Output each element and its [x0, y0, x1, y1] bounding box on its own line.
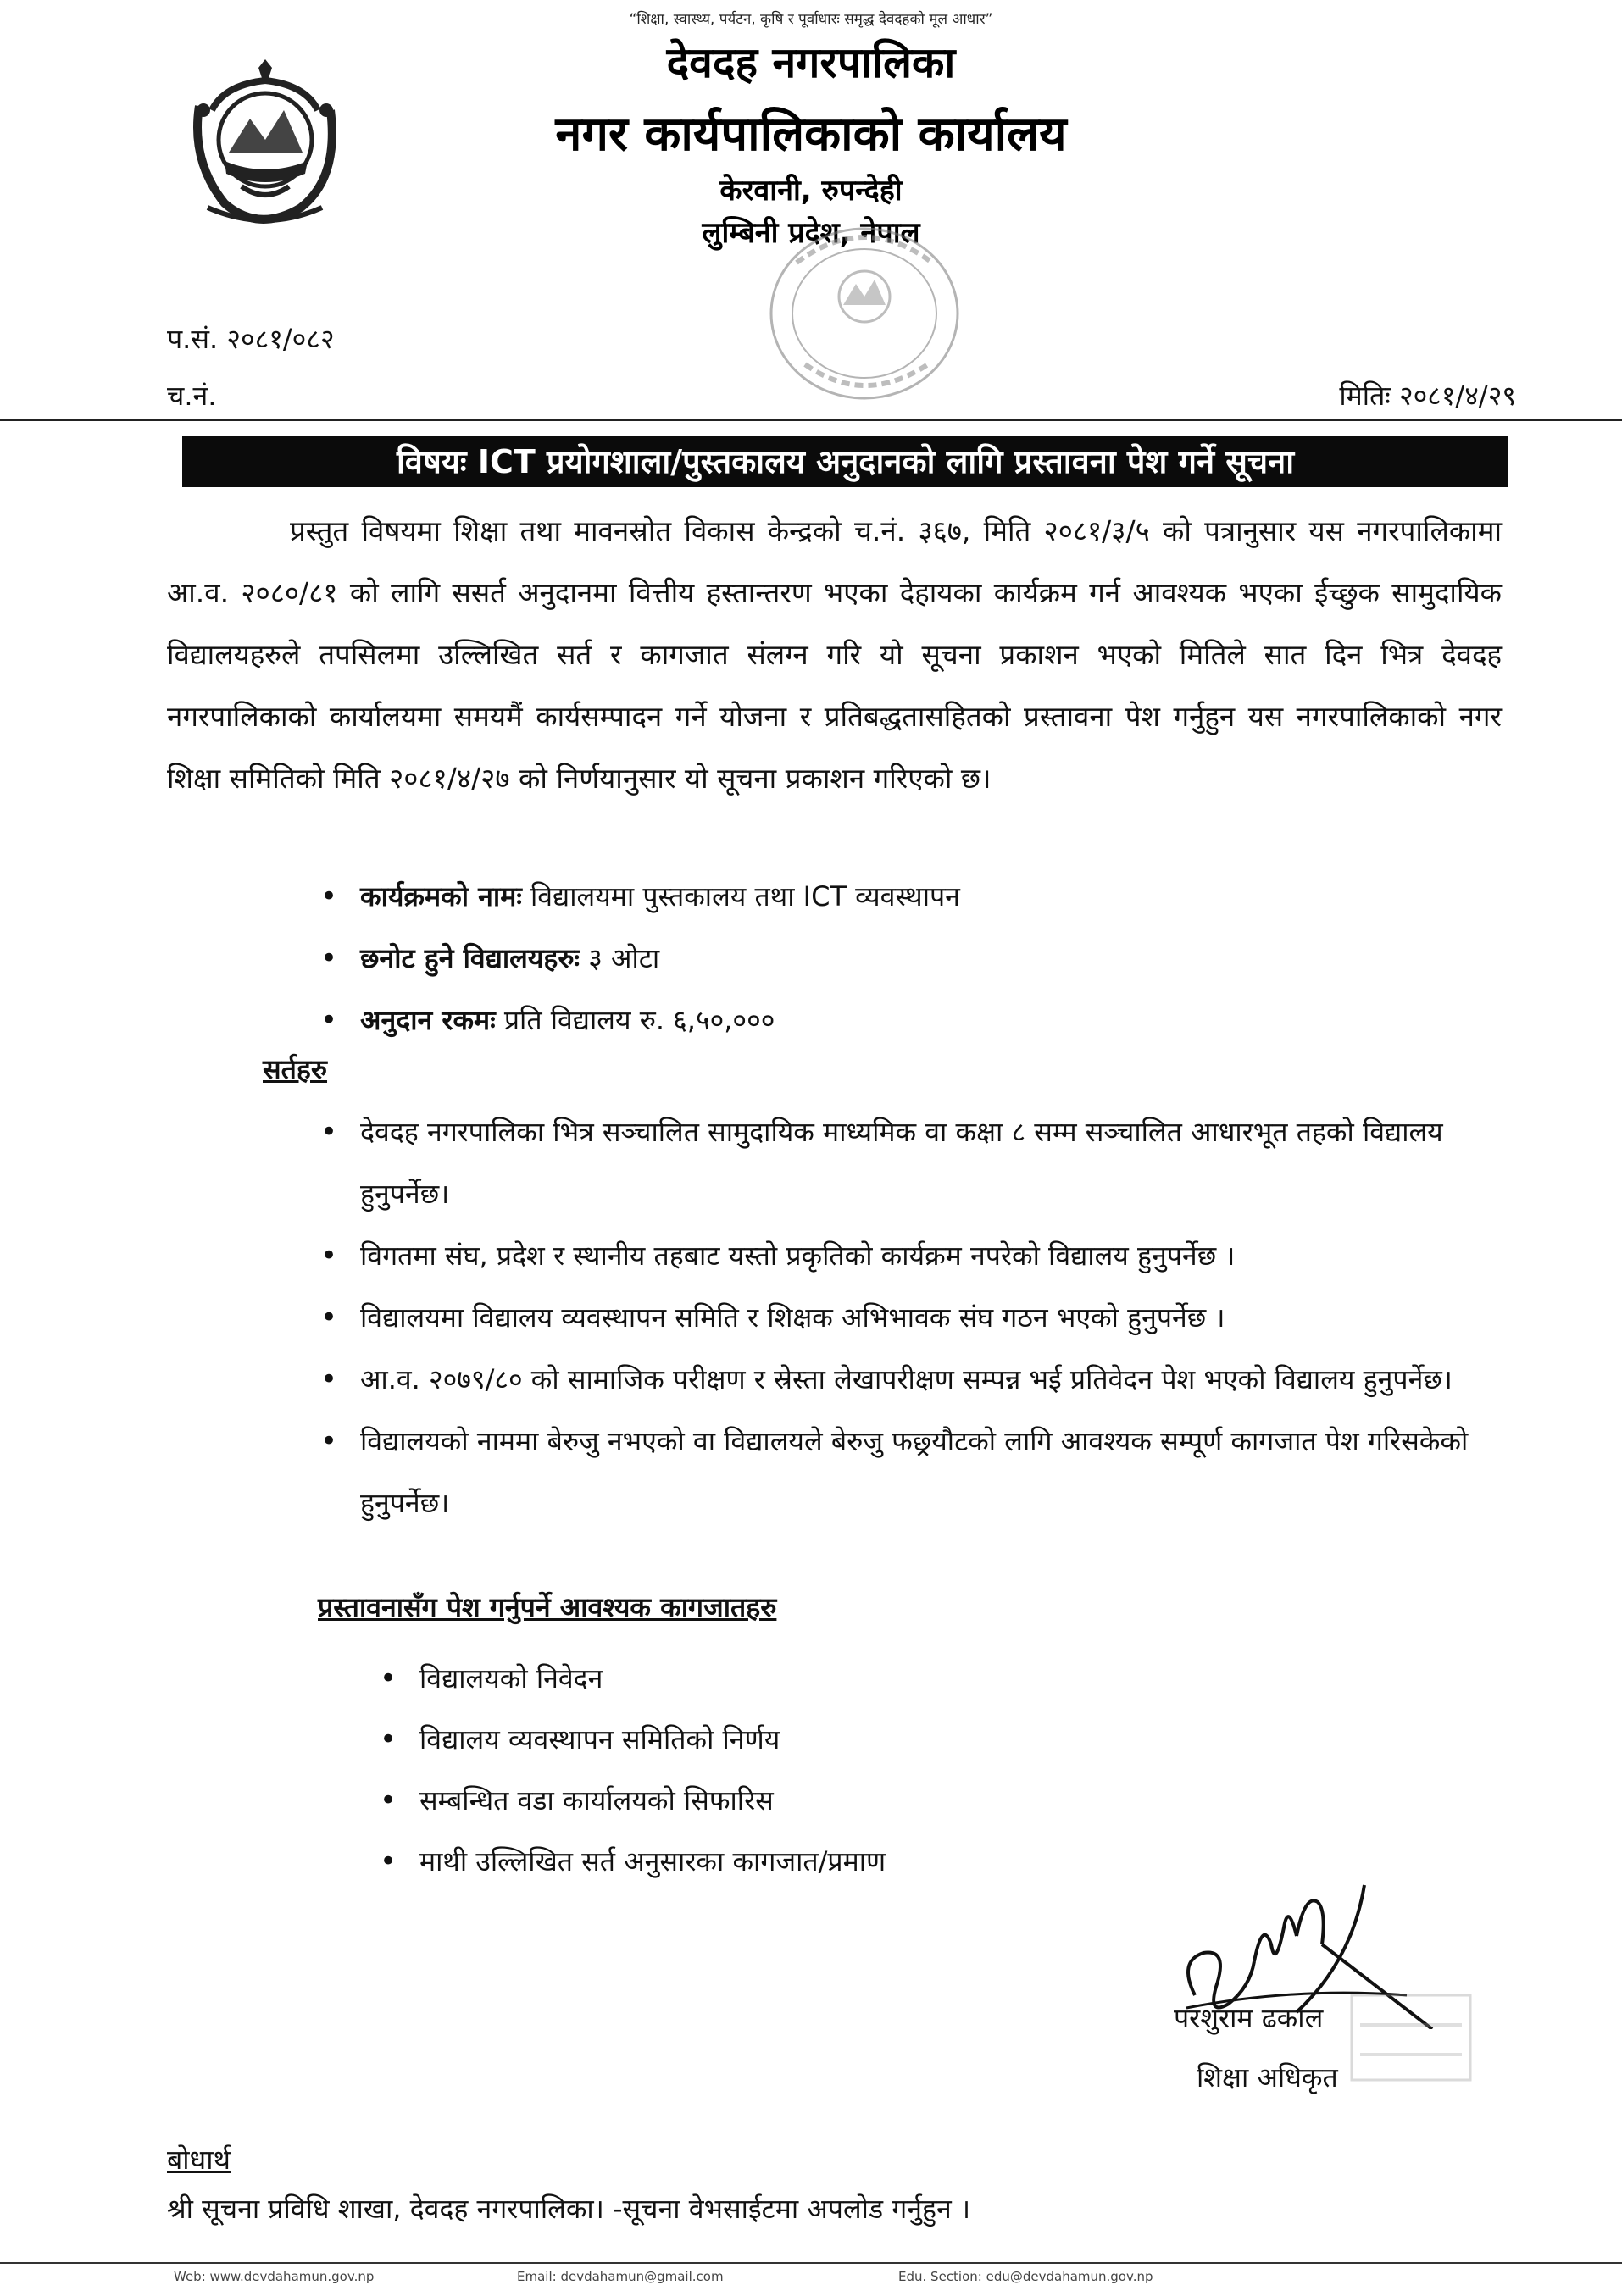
condition-text: विद्यालयमा विद्यालय व्यवस्थापन समिति र शिक्षक अभिभावक संघ गठन भएको हुनुपर्नेछ । — [360, 1301, 1225, 1334]
signatory-name: परशुराम ढकाल — [1174, 2002, 1324, 2034]
body-text: प्रस्तुत विषयमा शिक्षा तथा मावनस्रोत विकास केन्द्रको च.नं. ३६७, मिति २०८१/३/५ को पत्रानुसार यस नगरपालिकामा आ.व. २०८०/८१ को लागि ससर्त अनुदानमा वित्तीय हस्तान्तरण भएका देहायका कार्यक्रम गर्न आवश्यक भएका ईच्छुक सामुदायिक विद्यालयहरुले तपसिलमा उल्लिखित सर्त र कागजात संलग्न गरि यो सूचना प्रकाशन भएको मितिले सात दिन भित्र देवदह नगरपालिकाको कार्यालयमा समयमैं कार्यसम्पादन गर्ने योजना र प्रतिबद्धतासहितको प्रस्तावना पेश गर्नुहुन यस नगरपालिकाको नगर शिक्षा समितिको मिति २०८१/४/२७ को निर्णयानुसार यो सूचना प्रकाशन गरिएको छ। — [167, 514, 1502, 795]
office-name: नगर कार्यपालिकाको कार्यालय — [555, 107, 1067, 162]
cc-text: श्री सूचना प्रविधि शाखा, देवदह नगरपालिका। -सूचना वेभसाईटमा अपलोड गर्नुहुन । — [167, 2193, 971, 2225]
office-province: लुम्बिनी प्रदेश, नेपाल — [702, 216, 920, 250]
list-item — [373, 1770, 1390, 1831]
condition-text: देवदह नगरपालिका भित्र सञ्चालित सामुदायिक माध्यमिक वा कक्षा ८ सम्म सञ्चालित आधारभूत तहको विद्यालय हुनुपर्नेछ। — [360, 1116, 1443, 1210]
bullet-icon: • — [320, 1115, 338, 1149]
bullet-icon: • — [320, 1301, 338, 1334]
footer-email[interactable]: Email: devdahamun@gmail.com — [517, 2269, 724, 2284]
program-list — [314, 866, 1500, 1051]
program-label: छनोट हुने विद्यालयहरुः — [360, 942, 580, 974]
list-item — [314, 1287, 1504, 1349]
list-item — [314, 928, 1500, 990]
municipality-name: देवदह नगरपालिका — [666, 38, 956, 87]
signature-stamp — [1347, 1991, 1475, 2084]
list-item — [314, 990, 1500, 1051]
documents-heading: प्रस्तावनासँग पेश गर्नुपर्ने आवश्यक कागजातहरु — [318, 1591, 777, 1623]
list-item — [314, 866, 1500, 928]
list-item — [314, 1101, 1504, 1225]
bullet-icon: • — [380, 1722, 397, 1756]
bullet-icon: • — [320, 941, 338, 975]
condition-text: आ.व. २०७९/८० को सामाजिक परीक्षण र स्रेस्ता लेखापरीक्षण सम्पन्न भई प्रतिवेदन पेश भएको विद्यालय हुनुपर्नेछ। — [360, 1363, 1453, 1395]
bullet-icon: • — [320, 1362, 338, 1396]
bullet-icon: • — [380, 1844, 397, 1878]
condition-text: विगतमा संघ, प्रदेश र स्थानीय तहबाट यस्तो प्रकृतिको कार्यक्रम नपरेको विद्यालय हुनुपर्नेछ । — [360, 1240, 1236, 1272]
reference-cn: च.नं. — [167, 380, 217, 412]
bullet-icon: • — [380, 1661, 397, 1695]
cc-heading: बोधार्थ — [167, 2143, 231, 2176]
list-item — [373, 1648, 1390, 1709]
program-value: विद्यालयमा पुस्तकालय तथा ICT व्यवस्थापन — [530, 880, 960, 912]
list-item — [373, 1709, 1390, 1770]
subject-banner: विषयः ICT प्रयोगशाला/पुस्तकालय अनुदानको लागि प्रस्तावना पेश गर्ने सूचना — [182, 436, 1508, 487]
list-item — [314, 1225, 1504, 1287]
documents-list — [373, 1648, 1390, 1892]
program-value: प्रति विद्यालय रु. ६,५०,००० — [503, 1004, 775, 1036]
signatory-title: शिक्षा अधिकृत — [1197, 2061, 1338, 2094]
office-seal-stamp — [746, 212, 966, 415]
program-label: अनुदान रकमः — [360, 1004, 496, 1036]
notice-date: मितिः २०८१/४/२९ — [1339, 380, 1516, 412]
conditions-list — [314, 1101, 1504, 1534]
program-label: कार्यक्रमको नामः — [360, 880, 522, 912]
header-divider — [0, 419, 1622, 421]
footer-edu-email[interactable]: Edu. Section: edu@devdahamun.gov.np — [898, 2269, 1153, 2284]
list-item — [314, 1411, 1504, 1534]
motto: “शिक्षा, स्वास्थ्य, पर्यटन, कृषि र पूर्वाधारः समृद्ध देवदहको मूल आधार” — [629, 11, 993, 28]
document-text: सम्बन्धित वडा कार्यालयको सिफारिस — [419, 1784, 774, 1816]
bullet-icon: • — [320, 1239, 338, 1273]
list-item — [314, 1349, 1504, 1411]
document-text: विद्यालय व्यवस्थापन समितिको निर्णय — [419, 1723, 780, 1755]
footer-website[interactable]: Web: www.devdahamun.gov.np — [174, 2269, 375, 2284]
body-paragraph — [167, 500, 1502, 809]
office-address: केरवानी, रुपन्देही — [719, 174, 903, 208]
footer-divider — [0, 2262, 1622, 2264]
condition-text: विद्यालयको नाममा बेरुजु नभएको वा विद्यालयले बेरुजु फछ्र्यौटको लागि आवश्यक सम्पूर्ण कागजात पेश गरिसकेको हुनुपर्नेछ। — [360, 1425, 1469, 1519]
bullet-icon: • — [320, 1424, 338, 1458]
document-text: माथी उल्लिखित सर्त अनुसारका कागजात/प्रमाण — [419, 1845, 886, 1877]
bullet-icon: • — [380, 1783, 397, 1817]
conditions-heading: सर्तहरु — [263, 1053, 328, 1085]
program-value: ३ ओटा — [588, 942, 660, 974]
reference-ps: प.सं. २०८१/०८२ — [167, 323, 335, 355]
bullet-icon: • — [320, 879, 338, 913]
bullet-icon: • — [320, 1003, 338, 1037]
document-text: विद्यालयको निवेदन — [419, 1662, 603, 1694]
